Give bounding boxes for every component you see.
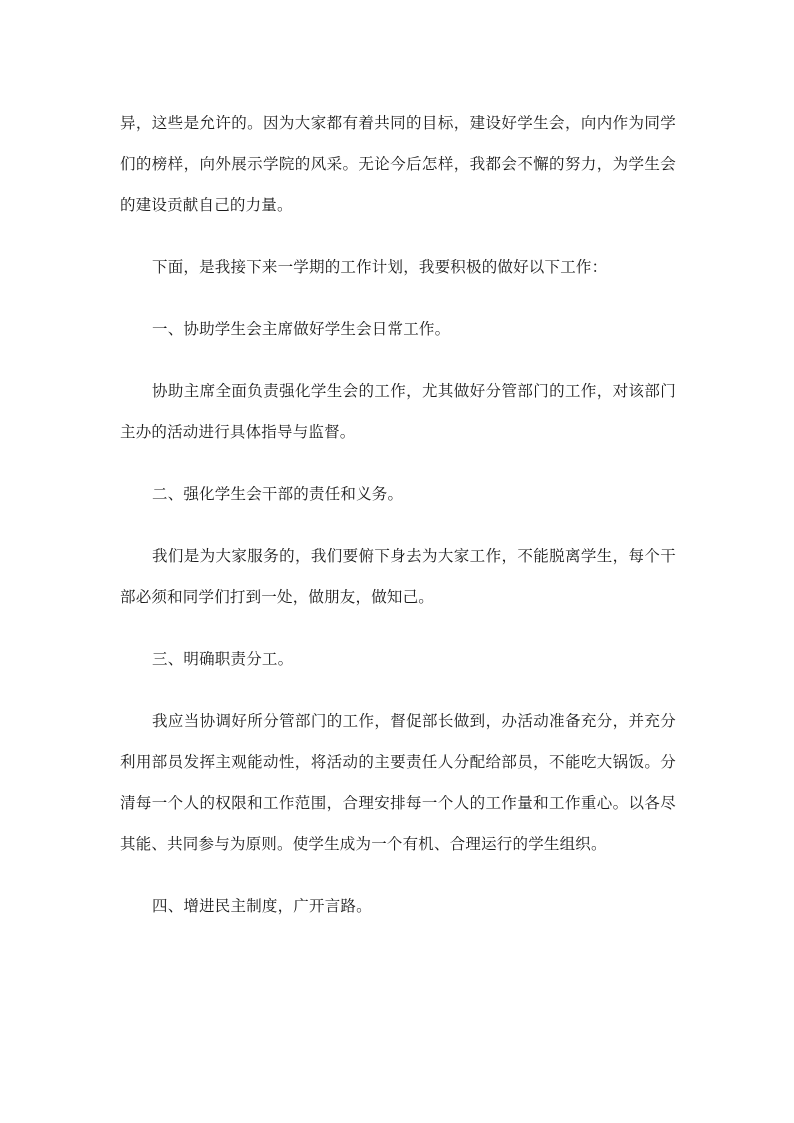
section-heading-1: 一、协助学生会主席做好学生会日常工作。 (152, 320, 451, 338)
section-heading-3: 三、明确职责分工。 (152, 650, 294, 668)
paragraph-section-3: 我应当协调好所分管部门的工作，督促部长做到，办活动准备充分，并充分利用部员发挥主观能动性，将活动的主要责任人分配给部员，不能吃大锅饭。分清每一个人的权限和工作范围，合理安排每一个人的工作量和工作重心。以各尽其能、共同参与为原则。使学生成为一个有机、合理运行的学生组织。 (120, 712, 676, 853)
section-heading-4: 四、增进民主制度，广开言路。 (152, 897, 372, 915)
section-heading-2: 二、强化学生会干部的责任和义务。 (152, 485, 404, 503)
paragraph-continuation: 异，这些是允许的。因为大家都有着共同的目标，建设好学生会，向内作为同学们的榜样，向外展示学院的风采。无论今后怎样，我都会不懈的努力，为学生会的建设贡献自己的力量。 (120, 114, 676, 214)
paragraph-intro-plan: 下面，是我接下来一学期的工作计划，我要积极的做好以下工作： (152, 258, 608, 276)
paragraph-section-2: 我们是为大家服务的，我们要俯下身去为大家工作，不能脱离学生，每个干部必须和同学们打到一处，做朋友，做知己。 (120, 547, 676, 606)
paragraph-section-1: 协助主席全面负责强化学生会的工作，尤其做好分管部门的工作，对该部门主办的活动进行具体指导与监督。 (120, 382, 676, 441)
document-body (120, 103, 676, 927)
